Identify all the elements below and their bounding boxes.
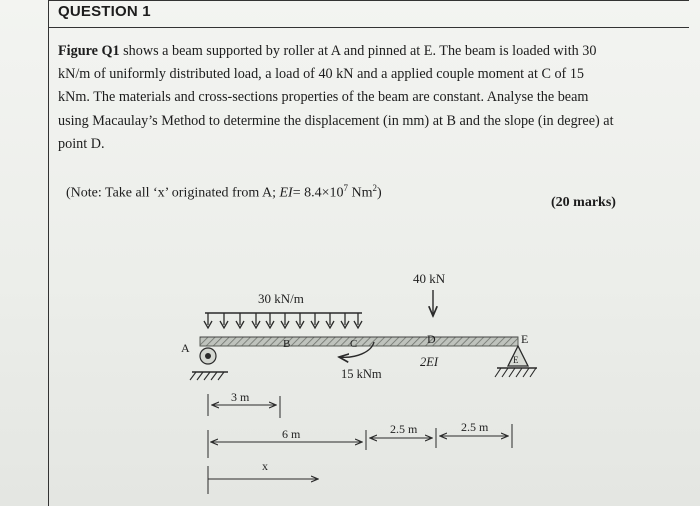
point-a-label: A	[181, 341, 190, 355]
point-b-label: B	[283, 338, 291, 350]
moment-label: 15 kNm	[341, 367, 382, 381]
point-e-label: E	[521, 332, 529, 346]
figure-reference: Figure Q1	[58, 43, 120, 59]
beam	[200, 337, 518, 346]
note-suffix: )	[377, 185, 382, 201]
dim-ac-label: 6 m	[282, 427, 301, 441]
dim-cd-label: 2.5 m	[390, 422, 418, 436]
dim-ab-label: 3 m	[231, 390, 250, 404]
udl-label: 30 kN/m	[258, 291, 304, 306]
point-load-label: 40 kN	[413, 271, 446, 286]
note-ei: EI	[279, 185, 293, 201]
question-text: shows a beam supported by roller at A and pinned at E. The beam is loaded with 30 kN/m of uniformly distributed load, a load of 40 kN and a applied couple moment at C of 15 kNm. The materials and cross-sections properties of the beam are constant. Analyse the beam using Macaulay’s Method to determine the displacement (in mm) at B and the slope (in degree) at point D.	[58, 43, 614, 152]
note-exp: 7	[343, 183, 349, 193]
marks: (20 marks)	[551, 195, 616, 210]
question-title: QUESTION 1	[58, 3, 151, 20]
note-eq: = 8.4×10	[292, 185, 344, 201]
ei-label: 2EI	[420, 355, 439, 369]
note-unit-exp: 2	[372, 183, 378, 193]
pin-e-mark: E	[513, 355, 519, 365]
point-d-label: D	[427, 332, 436, 346]
note-prefix: (Note: Take all ‘x’ originated from A;	[66, 185, 280, 201]
point-c-label: C	[350, 338, 358, 350]
udl	[204, 313, 362, 328]
note-unit: Nm	[348, 185, 373, 201]
roller-support-a	[190, 348, 228, 380]
dim-de-label: 2.5 m	[461, 420, 489, 434]
pin-support-e	[495, 346, 537, 377]
x-label: x	[262, 459, 268, 473]
